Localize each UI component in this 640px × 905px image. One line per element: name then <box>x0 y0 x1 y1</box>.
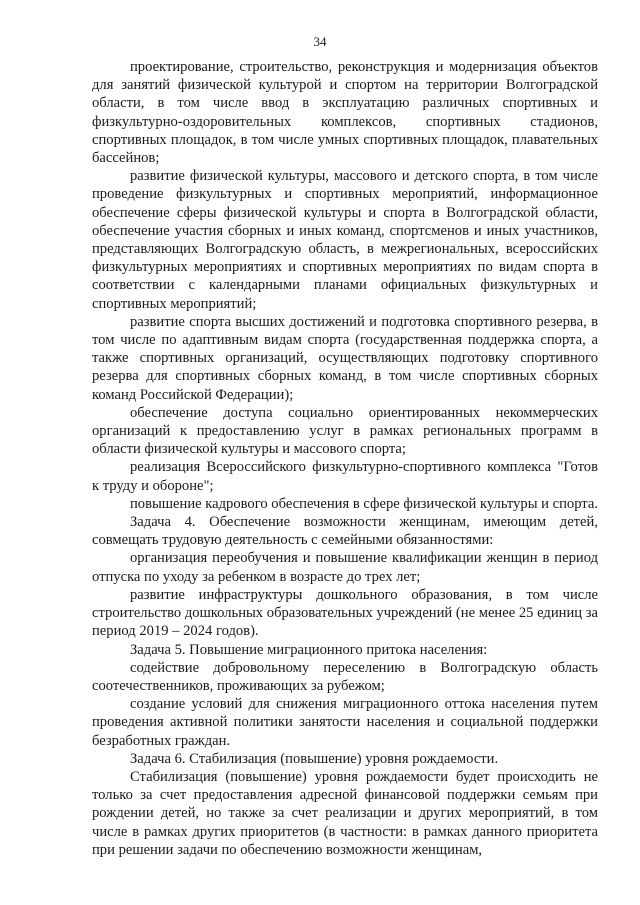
task-heading: Задача 4. Обеспечение возможности женщинам, имеющим детей, совмещать трудовую деятельность с семейными обязанностями: <box>92 514 598 549</box>
paragraph: создание условий для снижения миграционного оттока населения путем проведения активной политики занятости населения и социальной поддержки безработных граждан. <box>92 696 598 749</box>
paragraph: развитие спорта высших достижений и подготовка спортивного резерва, в том числе по адаптивным видам спорта (государственная поддержка спорта, а также спортивных организаций, осуществляющих подготовку спортивного резерва для спортивных сборных команд, в том числе спортивных сборных команд Российской Федерации); <box>92 313 598 403</box>
paragraph: развитие физической культуры, массового и детского спорта, в том числе проведение физкультурных и спортивных мероприятий, информационное обеспечение сферы физической культуры и спорта в Волгоградской области, обеспечение участия сборных и иных команд, спортсменов и иных участников, представляющих Волгоградскую область, в межрегиональных, всероссийских физкультурных мероприятиях и спортивных мероприятиях по видам спорта в соответствии с календарными планами официальных физкультурных и спортивных мероприятий; <box>92 168 598 312</box>
paragraph: реализация Всероссийского физкультурно-спортивного комплекса "Готов к труду и обороне"; <box>92 459 598 494</box>
task-heading: Задача 5. Повышение миграционного притока населения: <box>130 641 488 658</box>
document-body <box>92 58 598 859</box>
paragraph: развитие инфраструктуры дошкольного образования, в том числе строительство дошкольных образовательных учреждений (не менее 25 единиц за период 2019 – 2024 годов). <box>92 586 598 640</box>
paragraph: содействие добровольному переселению в Волгоградскую область соотечественников, проживающих за рубежом; <box>92 659 598 694</box>
paragraph: проектирование, строительство, реконструкция и модернизация объектов для занятий физической культурой и спортом на территории Волгоградской области, в том числе ввод в эксплуатацию различных спортивных и физкультурно-оздоровительных комплексов, спортивных стадионов, спортивных площадок, в том числе умных спортивных площадок, плавательных бассейнов; <box>92 59 598 167</box>
task-heading: Задача 6. Стабилизация (повышение) уровня рождаемости. <box>130 750 499 767</box>
paragraph: повышение кадрового обеспечения в сфере физической культуры и спорта. <box>130 495 598 512</box>
paragraph: организация переобучения и повышение квалификации женщин в период отпуска по уходу за ребенком в возрасте до трех лет; <box>92 550 598 585</box>
paragraph: обеспечение доступа социально ориентированных некоммерческих организаций к предоставлению услуг в рамках региональных программ в области физической культуры и массового спорта; <box>92 404 598 458</box>
paragraph: Стабилизация (повышение) уровня рождаемости будет происходить не только за счет предоставления адресной финансовой поддержки семьям при рождении детей, но также за счет реализации и других мероприятий, в том числе в рамках других приоритетов (в частности: в рамках данного приоритета при решении задачи по обеспечению возможности женщинам, <box>92 768 598 858</box>
page-number: 34 <box>313 34 327 49</box>
